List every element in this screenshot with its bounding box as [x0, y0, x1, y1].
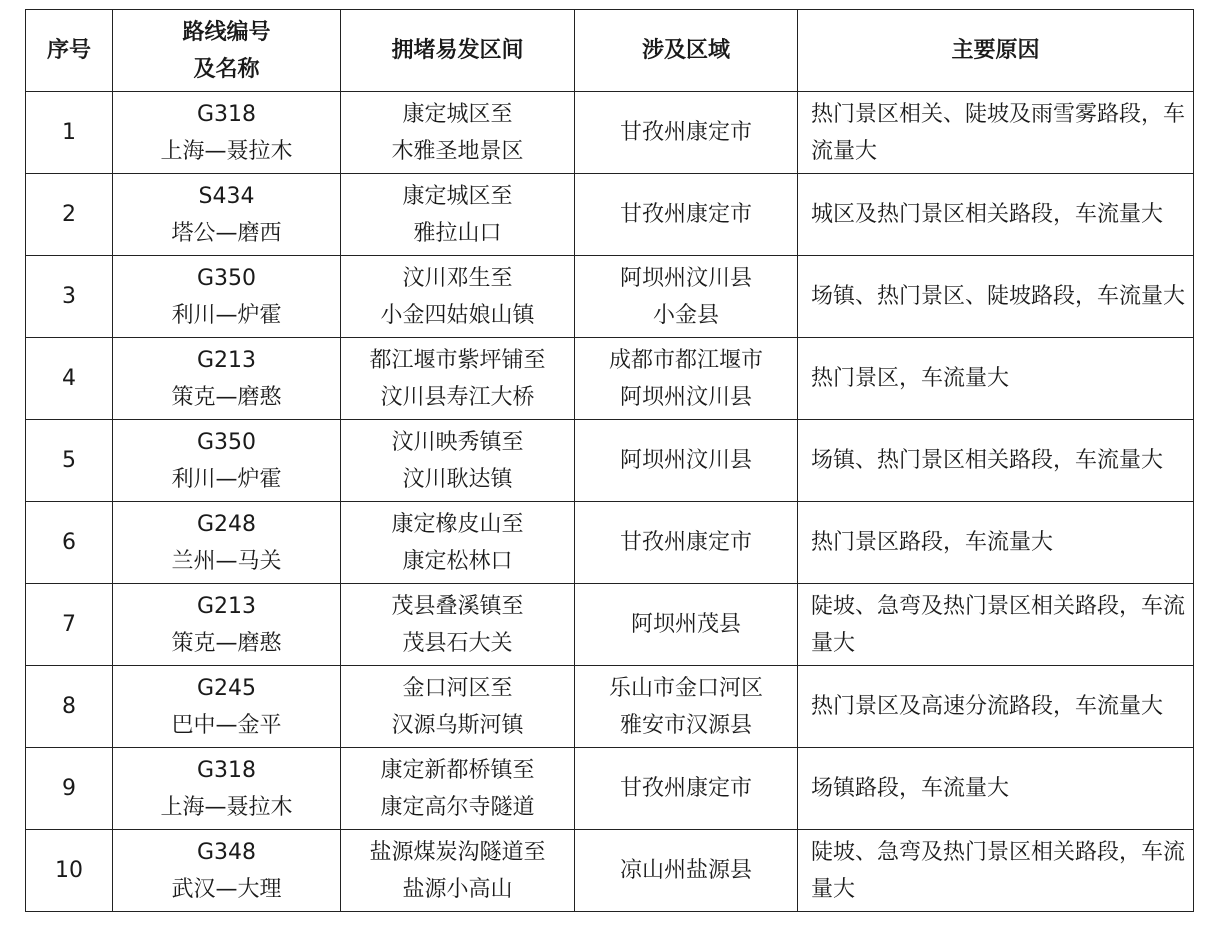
section-line2: 汉源乌斯河镇 [391, 712, 524, 738]
route-name: 策克—磨憨 [171, 630, 282, 656]
section-line1: 康定城区至 [402, 101, 513, 127]
cell-no: 2 [26, 174, 113, 256]
reason-text: 陡坡、急弯及热门景区相关路段，车流量大 [811, 593, 1186, 656]
cell-area [575, 174, 798, 256]
cell-no: 8 [26, 666, 113, 748]
section-line1: 都江堰市紫坪铺至 [369, 347, 546, 373]
cell-no: 9 [26, 748, 113, 830]
cell-area [575, 748, 798, 830]
table-row [26, 174, 1194, 256]
section-line2: 盐源小高山 [402, 876, 513, 902]
reason-text: 热门景区，车流量大 [811, 366, 1010, 391]
section-line1: 金口河区至 [402, 675, 513, 701]
cell-reason [798, 502, 1194, 584]
cell-route [113, 748, 341, 830]
area-line1: 乐山市金口河区 [608, 675, 763, 701]
cell-route [113, 502, 341, 584]
congestion-table [25, 9, 1194, 912]
cell-area [575, 256, 798, 338]
area-line1: 凉山州盐源县 [619, 858, 752, 883]
table-row [26, 420, 1194, 502]
section-line2: 小金四姑娘山镇 [380, 302, 535, 328]
section-line2: 茂县石大关 [402, 630, 513, 656]
cell-no: 7 [26, 584, 113, 666]
cell-section [341, 174, 575, 256]
header-no: 序号 [26, 10, 113, 92]
cell-section [341, 666, 575, 748]
reason-text: 城区及热门景区相关路段，车流量大 [811, 202, 1164, 227]
section-line2: 汶川耿达镇 [402, 466, 513, 492]
route-code: G348 [196, 839, 257, 865]
section-line1: 康定城区至 [402, 183, 513, 209]
congestion-table-container [25, 9, 1194, 912]
route-name: 利川—炉霍 [171, 466, 282, 492]
cell-reason [798, 748, 1194, 830]
table-row [26, 666, 1194, 748]
cell-route [113, 256, 341, 338]
cell-area [575, 502, 798, 584]
area-line2: 雅安市汉源县 [619, 712, 752, 738]
cell-route [113, 338, 341, 420]
cell-area [575, 584, 798, 666]
table-header-row [26, 10, 1194, 92]
cell-route [113, 830, 341, 912]
header-route-line2: 及名称 [193, 56, 260, 82]
table-row [26, 502, 1194, 584]
section-line1: 汶川邓生至 [402, 265, 513, 291]
area-line1: 成都市都江堰市 [608, 347, 763, 373]
cell-no: 6 [26, 502, 113, 584]
cell-area [575, 420, 798, 502]
section-line2: 汶川县寿江大桥 [380, 384, 535, 410]
route-code: G318 [196, 757, 257, 783]
cell-route [113, 584, 341, 666]
area-line1: 阿坝州汶川县 [619, 448, 752, 473]
cell-no: 5 [26, 420, 113, 502]
cell-no: 1 [26, 92, 113, 174]
cell-route [113, 666, 341, 748]
cell-section [341, 502, 575, 584]
cell-reason [798, 666, 1194, 748]
cell-area [575, 338, 798, 420]
route-code: G350 [196, 265, 257, 291]
cell-no: 4 [26, 338, 113, 420]
section-line1: 盐源煤炭沟隧道至 [369, 839, 546, 865]
table-row [26, 748, 1194, 830]
cell-section [341, 338, 575, 420]
cell-reason [798, 338, 1194, 420]
cell-route [113, 174, 341, 256]
table-row [26, 92, 1194, 174]
header-reason: 主要原因 [798, 10, 1194, 92]
section-line2: 雅拉山口 [413, 220, 502, 246]
section-line2: 木雅圣地景区 [391, 138, 524, 164]
table-row [26, 584, 1194, 666]
cell-section [341, 830, 575, 912]
route-code: G213 [196, 593, 257, 619]
area-line1: 甘孜州康定市 [619, 776, 752, 801]
cell-no: 10 [26, 830, 113, 912]
table-row [26, 830, 1194, 912]
cell-section [341, 748, 575, 830]
cell-no: 3 [26, 256, 113, 338]
reason-text: 场镇、热门景区相关路段，车流量大 [811, 448, 1164, 473]
header-section: 拥堵易发区间 [341, 10, 575, 92]
table-body [26, 92, 1194, 912]
section-line1: 康定橡皮山至 [391, 511, 524, 537]
area-line1: 阿坝州茂县 [630, 612, 741, 637]
cell-reason [798, 584, 1194, 666]
cell-route [113, 92, 341, 174]
area-line1: 甘孜州康定市 [619, 120, 752, 145]
reason-text: 场镇路段，车流量大 [811, 776, 1010, 801]
table-row [26, 338, 1194, 420]
route-name: 兰州—马关 [171, 548, 282, 574]
route-name: 巴中—金平 [171, 712, 282, 738]
route-code: G245 [196, 675, 257, 701]
route-name: 上海—聂拉木 [160, 138, 293, 164]
route-name: 利川—炉霍 [171, 302, 282, 328]
cell-section [341, 420, 575, 502]
cell-area [575, 666, 798, 748]
table-row [26, 256, 1194, 338]
cell-route [113, 420, 341, 502]
section-line2: 康定松林口 [402, 548, 513, 574]
reason-text: 热门景区及高速分流路段，车流量大 [811, 694, 1164, 719]
cell-reason [798, 174, 1194, 256]
section-line1: 茂县叠溪镇至 [391, 593, 524, 619]
area-line2: 小金县 [652, 302, 719, 328]
header-route-line1: 路线编号 [182, 19, 271, 45]
area-line2: 阿坝州汶川县 [619, 384, 752, 410]
route-code: G318 [196, 101, 257, 127]
area-line1: 阿坝州汶川县 [619, 265, 752, 291]
cell-section [341, 256, 575, 338]
route-name: 策克—磨憨 [171, 384, 282, 410]
cell-section [341, 92, 575, 174]
cell-reason [798, 420, 1194, 502]
area-line1: 甘孜州康定市 [619, 202, 752, 227]
cell-reason [798, 92, 1194, 174]
route-name: 武汉—大理 [171, 876, 282, 902]
route-name: 塔公—磨西 [171, 220, 282, 246]
section-line1: 康定新都桥镇至 [380, 757, 535, 783]
reason-text: 陡坡、急弯及热门景区相关路段，车流量大 [811, 839, 1186, 902]
route-code: G248 [196, 511, 257, 537]
cell-section [341, 584, 575, 666]
section-line2: 康定高尔寺隧道 [380, 794, 535, 820]
cell-area [575, 92, 798, 174]
cell-reason [798, 256, 1194, 338]
header-route [113, 10, 341, 92]
area-line1: 甘孜州康定市 [619, 530, 752, 555]
reason-text: 热门景区相关、陡坡及雨雪雾路段，车流量大 [811, 101, 1186, 164]
route-code: S434 [198, 183, 255, 209]
cell-reason [798, 830, 1194, 912]
section-line1: 汶川映秀镇至 [391, 429, 524, 455]
route-code: G350 [196, 429, 257, 455]
reason-text: 热门景区路段，车流量大 [811, 530, 1054, 555]
reason-text: 场镇、热门景区、陡坡路段，车流量大 [811, 284, 1186, 309]
header-area: 涉及区域 [575, 10, 798, 92]
route-code: G213 [196, 347, 257, 373]
route-name: 上海—聂拉木 [160, 794, 293, 820]
cell-area [575, 830, 798, 912]
